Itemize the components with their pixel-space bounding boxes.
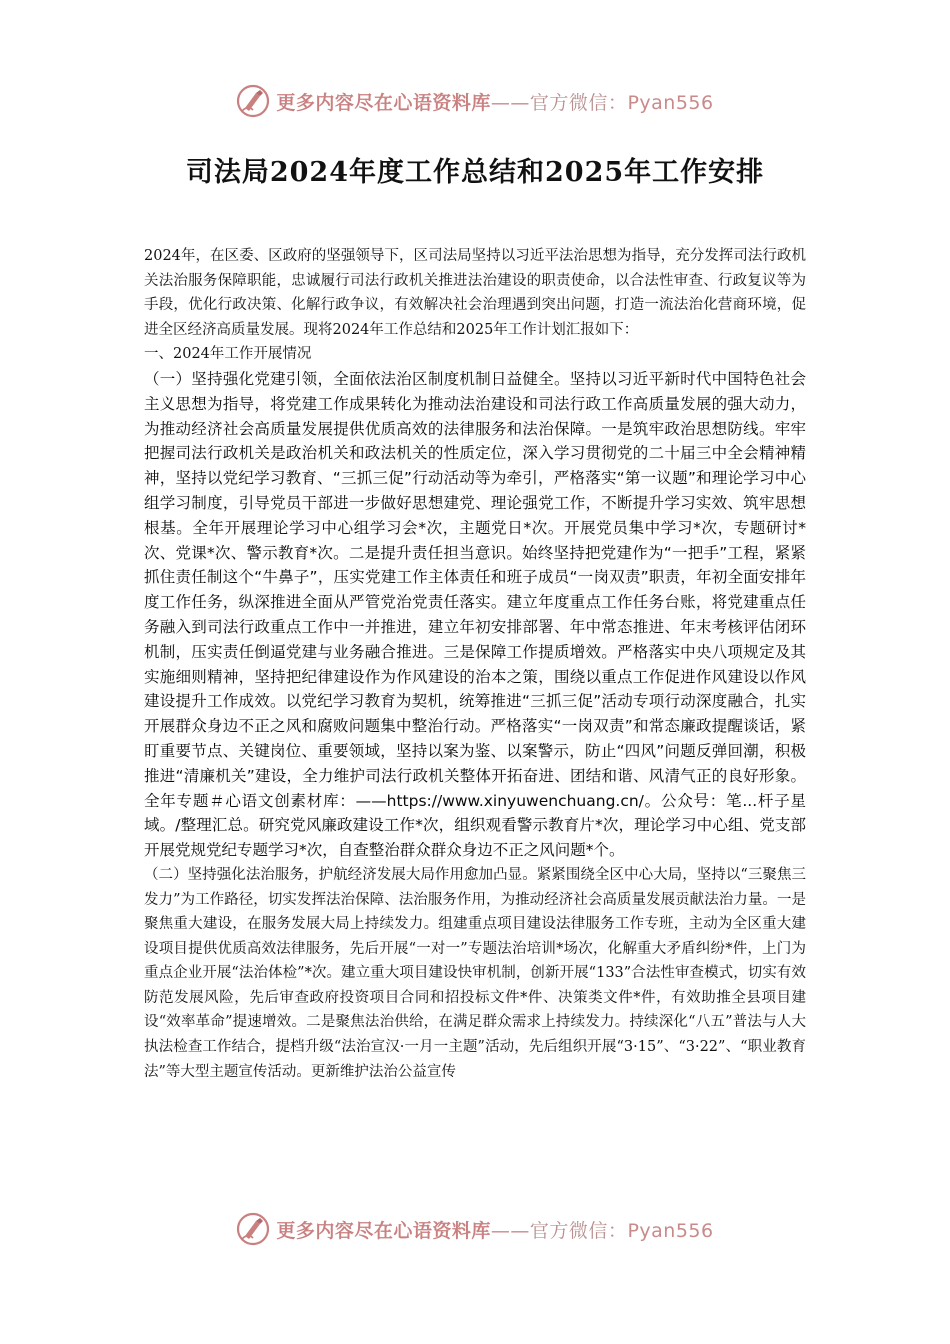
footer-banner <box>0 1212 950 1246</box>
document-body <box>144 244 806 1084</box>
paragraph-party-building: （一）坚持强化党建引领，全面依法治区制度机制日益健全。坚持以习近平新时代中国特色社会主义思想为指导，将党建工作成果转化为推动法治建设和司法行政工作高质量发展的强大动力，为推动经济社会高质量发展提供优质高效的法律服务和法治保障。一是筑牢政治思想防线。牢牢把握司法行政机关是政治机关和政法机关的性质定位，深入学习贯彻党的二十届三中全会精神精神，坚持以党纪学习教育、“三抓三促”行动活动等为牵引，严格落实“第一议题”和理论学习中心组学习制度，引导党员干部进一步做好思想建党、理论强党工作，不断提升学习实效、筑牢思想根基。全年开展理论学习中心组学习会*次，主题党日*次。开展党员集中学习*次，专题研讨*次、党课*次、警示教育*次。二是提升责任担当意识。始终坚持把党建作为“一把手”工程，紧紧抓住责任制这个“牛鼻子”，压实党建工作主体责任和班子成员“一岗双责”职责，年初全面安排年度工作任务，纵深推进全面从严管党治党责任落实。建立年度重点工作任务台账，将党建重点任务融入到司法行政重点工作中一并推进，建立年初安排部署、年中常态推进、年末考核评估闭环机制，压实责任倒逼党建与业务融合推进。三是保障工作提质增效。严格落实中央八项规定及其实施细则精神，坚持把纪律建设作为作风建设的治本之策，围绕以重点工作促进作风建设以作风建设提升工作成效。以党纪学习教育为契机，统筹推进“三抓三促”活动专项行动深度融合，扎实开展群众身边不正之风和腐败问题集中整治行动。严格落实“一岗双责”和常态廉政提醒谈话，紧盯重要节点、关键岗位、重要领域，坚持以案为鉴、以案警示，防止“四风”问题反弹回潮，积极推进“清廉机关”建设，全力维护司法行政机关整体开拓奋进、团结和谐、风清气正的良好形象。全年专题＃心语文创素材库：——https://www.xinyuwenchuang.cn/。公众号：笔...杆子星域。/整理汇总。研究党风廉政建设工作*次，组织观看警示教育片*次，理论学习中心组、党支部开展党规党纪专题学习*次，自查整治群众群众身边不正之风问题*个。 <box>144 369 806 860</box>
banner-wechat-label: 官方微信： <box>529 91 628 114</box>
banner-dash: —— <box>490 1219 530 1242</box>
banner-dash: —— <box>490 91 530 114</box>
banner-wechat-id: Pyan556 <box>627 1219 714 1242</box>
brand-logo-icon <box>236 84 270 118</box>
header-banner <box>0 84 950 118</box>
banner-text <box>276 1216 713 1243</box>
banner-wechat-id: Pyan556 <box>627 91 714 114</box>
banner-text <box>276 88 713 115</box>
banner-site-name: 更多内容尽在心语资料库 <box>276 91 491 114</box>
banner-site-name: 更多内容尽在心语资料库 <box>276 1219 491 1242</box>
paragraph-legal-service: （二）坚持强化法治服务，护航经济发展大局作用愈加凸显。紧紧围绕全区中心大局，坚持以“三聚焦三发力”为工作路径，切实发挥法治保障、法治服务作用，为推动经济社会高质量发展贡献法治力量。一是聚焦重大建设，在服务发展大局上持续发力。组建重点项目建设法律服务工作专班，主动为全区重大建设项目提供优质高效法律服务，先后开展“一对一”专题法治培训*场次，化解重大矛盾纠纷*件，上门为重点企业开展“法治体检”*次。建立重大项目建设快审机制，创新开展“133”合法性审查模式，切实有效防范发展风险，先后审查政府投资项目合同和招投标文件*件、决策类文件*件，有效助推全县项目建设“效率革命”提速增效。二是聚焦法治供给，在满足群众需求上持续发力。持续深化“八五”普法与人大执法检查工作结合，提档升级“法治宣汉·一月一主题”活动，先后组织开展“3·15”、“3·22”、“职业教育法”等大型主题宣传活动。更新维护法治公益宣传 <box>144 866 806 1080</box>
brand-logo-icon <box>236 1212 270 1246</box>
intro-paragraph: 2024年，在区委、区政府的坚强领导下，区司法局坚持以习近平法治思想为指导，充分发挥司法行政机关法治服务保障职能，忠诚履行司法行政机关推进法治建设的职责使命，以合法性审查、行政复议等为手段，优化行政决策、化解行政争议，有效解决社会治理遇到突出问题，打造一流法治化营商环境，促进全区经济高质量发展。现将2024年工作总结和2025年工作计划汇报如下： <box>144 248 806 338</box>
banner-wechat-label: 官方微信： <box>529 1219 628 1242</box>
document-title: 司法局2024年度工作总结和2025年工作安排 <box>185 157 765 188</box>
section-heading: 一、2024年工作开展情况 <box>144 346 312 363</box>
